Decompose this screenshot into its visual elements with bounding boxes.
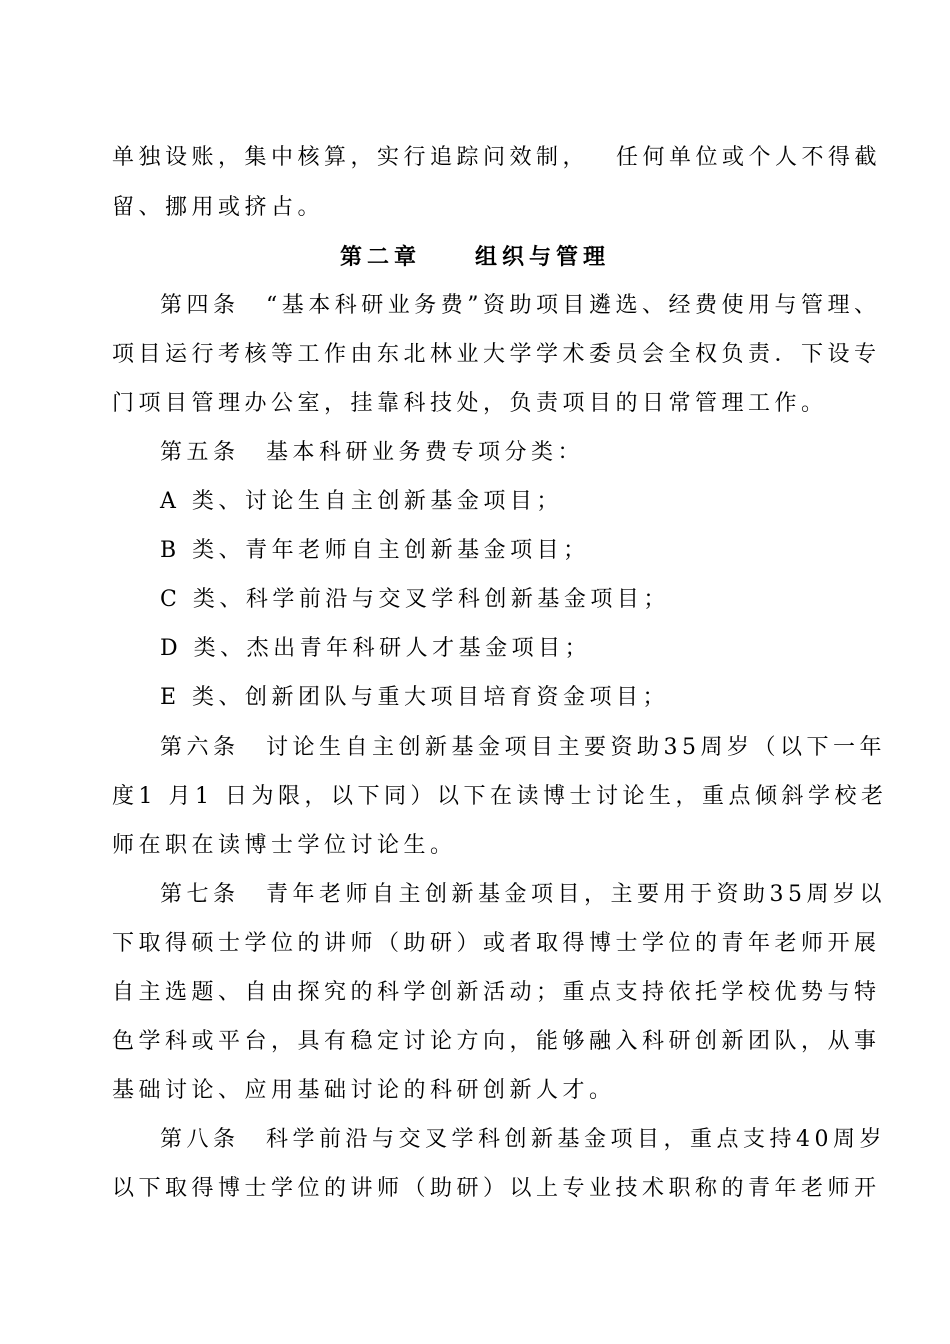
text-line: 色学科或平台，具有稳定讨论方向，能够融入科研创新团队，从事 [112,1029,881,1054]
article-4: 第四条 “基本科研业务费”资助项目遴选、经费使用与管理、 [160,293,881,318]
text-line: 门项目管理办公室，挂靠科技处，负责项目的日常管理工作。 [112,391,828,416]
category-e: E 类、创新团队与重大项目培育资金项目； [160,685,670,710]
article-8: 第八条 科学前沿与交叉学科创新基金项目，重点支持40周岁 [160,1127,886,1152]
chapter-heading: 第二章 组织与管理 [339,244,610,270]
article-6: 第六条 讨论生自主创新基金项目主要资助35周岁（以下一年 [160,735,886,760]
text-line: 以下取得博士学位的讲师（助研）以上专业技术职称的青年老师开 [112,1176,881,1201]
text-line: 项目运行考核等工作由东北林业大学学术委员会全权负责．下设专 [112,342,881,367]
text-line: 师在职在读博士学位讨论生。 [112,833,457,858]
text-line: 下取得硕士学位的讲师（助研）或者取得博士学位的青年老师开展 [112,931,881,956]
article-5: 第五条 基本科研业务费专项分类： [160,440,585,465]
text-line: 自主选题、自由探究的科学创新活动；重点支持依托学校优势与特 [112,980,881,1005]
category-c: C 类、科学前沿与交叉学科创新基金项目； [160,587,670,612]
text-line: 留、挪用或挤占。 [112,195,325,220]
category-d: D 类、杰出青年科研人才基金项目； [160,636,592,661]
text-line: 基础讨论、应用基础讨论的科研创新人才。 [112,1078,616,1103]
category-a: A 类、讨论生自主创新基金项目； [160,489,563,514]
article-7: 第七条 青年老师自主创新基金项目，主要用于资助35周岁以 [160,882,886,907]
category-b: B 类、青年老师自主创新基金项目； [160,538,590,563]
text-line: 单独设账，集中核算，实行追踪问效制， 任何单位或个人不得截 [112,145,881,170]
text-line: 度1 月1 日为限，以下同）以下在读博士讨论生，重点倾斜学校老 [112,784,888,809]
